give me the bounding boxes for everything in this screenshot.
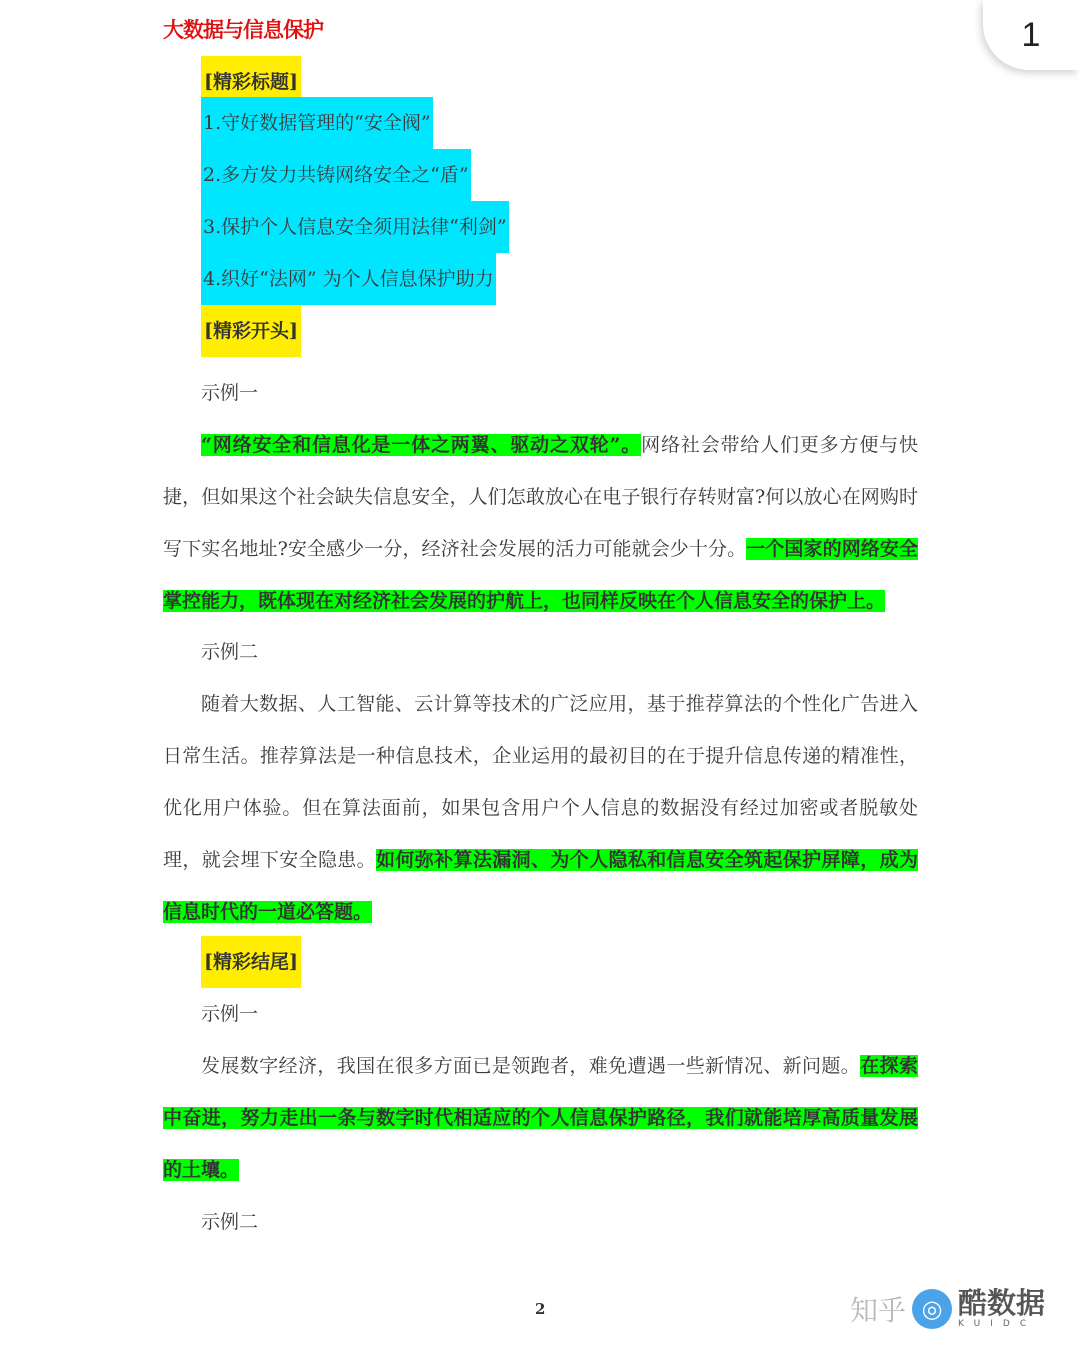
headline-text-1: 1.守好数据管理的“安全阀” <box>201 97 433 149</box>
opening-example2-text: 随着大数据、人工智能、云计算等技术的广泛应用，基于推荐算法的个性化广告进入日常生活。推荐算法是一种信息技术，企业运用的最初目的在于提升信息传递的精准性，优化用户体验。但在算法面前，如果包含用户个人信息的数据没有经过加密或者脱敏处理，就会埋下安全隐患。 <box>163 693 918 871</box>
ending-tag-label: [精彩结尾] <box>201 936 301 988</box>
opening-example1-label: 示例一 <box>201 382 259 404</box>
headline-item-2 <box>201 149 471 201</box>
opening-tag <box>201 305 301 357</box>
opening-example1-text: 网络社会带给人们更多方便与快捷，但如果这个社会缺失信息安全，人们怎敢放心在电子银行存转财富?何以放心在网购时写下实名地址?安全感少一分，经济社会发展的活力可能就会少十分。 <box>163 434 918 560</box>
brand-logo-icon: ◎ <box>912 1289 952 1329</box>
opening-tag-label: [精彩开头] <box>201 305 301 357</box>
headline-item-4 <box>201 253 496 305</box>
zhihu-watermark: 知乎 <box>850 1294 907 1327</box>
opening-example1-strong1: “网络安全和信息化是一体之两翼、驱动之双轮”。 <box>201 434 642 456</box>
headline-text-3: 3.保护个人信息安全须用法律“利剑” <box>201 201 509 253</box>
opening-example2-strong: 如何弥补算法漏洞、为个人隐私和信息安全筑起保护屏障，成为信息时代的一道必答题。 <box>163 849 918 923</box>
brand-subtitle: KUIDC <box>958 1319 1037 1329</box>
ending-example1-strong: 在探索中奋进，努力走出一条与数字时代相适应的个人信息保护路径，我们就能培厚高质量发展的土壤。 <box>163 1055 918 1181</box>
ending-example2-label: 示例二 <box>201 1211 259 1233</box>
page-indicator-badge: 1 <box>983 0 1079 70</box>
headline-item-3 <box>201 201 509 253</box>
opening-example1-paragraph <box>163 419 918 627</box>
ending-tag <box>201 936 301 988</box>
opening-example1-strong2: 一个国家的网络安全掌控能力，既体现在对经济社会发展的护航上，也同样反映在个人信息安全的保护上。 <box>163 538 918 612</box>
ending-example1-paragraph <box>163 1040 918 1196</box>
headline-text-2: 2.多方发力共铸网络安全之“盾” <box>201 149 471 201</box>
document-title: 大数据与信息保护 <box>163 17 323 42</box>
brand-text <box>958 1286 1046 1329</box>
headline-tag-label: [精彩标题] <box>201 56 301 108</box>
watermark <box>850 1284 1045 1334</box>
opening-example2-label: 示例二 <box>201 641 259 663</box>
ending-example1-text: 发展数字经济，我国在很多方面已是领跑者，难免遭遇一些新情况、新问题。 <box>201 1055 861 1077</box>
headline-item-1 <box>201 97 433 149</box>
ending-example1-label: 示例一 <box>201 1003 259 1025</box>
brand-name: 酷数据 <box>958 1286 1046 1320</box>
page-number: 2 <box>535 1300 546 1318</box>
opening-example2-paragraph <box>163 678 918 938</box>
headline-text-4: 4.织好“法网” 为个人信息保护助力 <box>201 253 496 305</box>
